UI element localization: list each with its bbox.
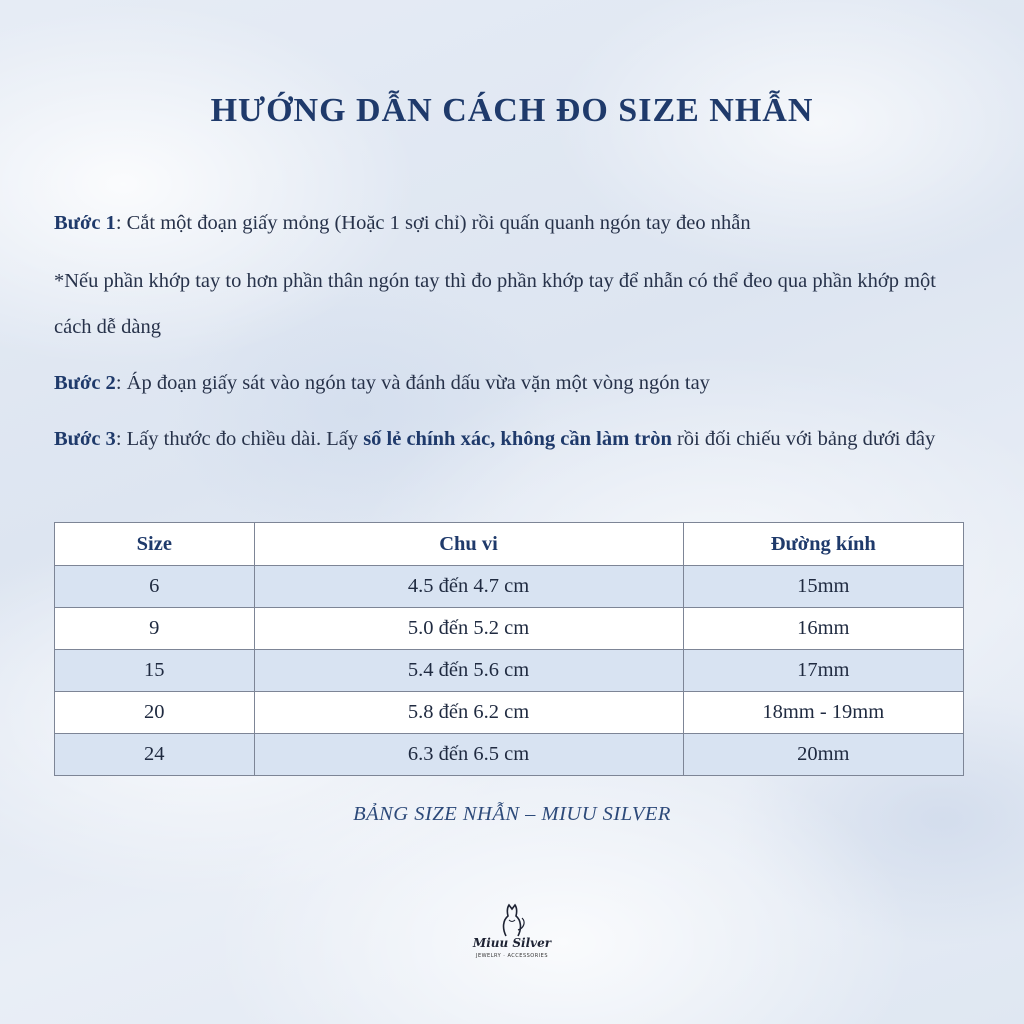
header-diameter: Đường kính: [683, 523, 963, 566]
cell-circumference: 5.8 đến 6.2 cm: [254, 692, 683, 734]
header-circumference: Chu vi: [254, 523, 683, 566]
step-1-text: : Cắt một đoạn giấy mỏng (Hoặc 1 sợi chỉ) rồi quấn quanh ngón tay đeo nhẫn: [115, 212, 751, 234]
logo-tagline: JEWELRY · ACCESSORIES: [475, 953, 549, 959]
page-title: HƯỚNG DẪN CÁCH ĐO SIZE NHẪN: [210, 92, 814, 129]
step-3-label: Bước 3: [54, 428, 116, 450]
cell-size: 24: [55, 734, 255, 776]
step-3-text-a: : Lấy thước đo chiều dài. Lấy: [115, 428, 364, 450]
table-row: [55, 566, 964, 608]
step-3-bold-text: số lẻ chính xác, không cần làm tròn: [363, 428, 672, 450]
step-2: [54, 360, 974, 406]
table-caption: BẢNG SIZE NHẪN – MIUU SILVER: [353, 803, 671, 825]
cell-size: 15: [55, 650, 255, 692]
step-note: *Nếu phần khớp tay to hơn phần thân ngón tay thì đo phần khớp tay để nhẫn có thể đeo qua phần khớp một cách dễ dàng: [54, 270, 936, 338]
table-row: [55, 734, 964, 776]
cell-circumference: 6.3 đến 6.5 cm: [254, 734, 683, 776]
cell-diameter: 16mm: [683, 608, 963, 650]
table-row: [55, 692, 964, 734]
cell-diameter: 20mm: [683, 734, 963, 776]
cell-circumference: 5.4 đến 5.6 cm: [254, 650, 683, 692]
cell-size: 9: [55, 608, 255, 650]
cell-size: 6: [55, 566, 255, 608]
table-header-row: [55, 523, 964, 566]
cell-circumference: 4.5 đến 4.7 cm: [254, 566, 683, 608]
step-2-label: Bước 2: [54, 372, 116, 394]
ring-size-table: [54, 522, 964, 776]
step-3-text-b: rồi đối chiếu với bảng dưới đây: [671, 428, 936, 450]
step-1-label: Bước 1: [54, 212, 116, 234]
cat-silhouette-icon: [462, 900, 562, 940]
step-3: [54, 416, 974, 462]
step-2-text: : Áp đoạn giấy sát vào ngón tay và đánh dấu vừa vặn một vòng ngón tay: [115, 372, 710, 394]
logo-text: Miuu Silver: [472, 936, 552, 950]
step-1: [54, 200, 974, 246]
cell-size: 20: [55, 692, 255, 734]
brand-logo: [462, 900, 562, 964]
cell-diameter: 18mm - 19mm: [683, 692, 963, 734]
header-size: Size: [55, 523, 255, 566]
cell-diameter: 15mm: [683, 566, 963, 608]
cell-circumference: 5.0 đến 5.2 cm: [254, 608, 683, 650]
cell-diameter: 17mm: [683, 650, 963, 692]
table-row: [55, 608, 964, 650]
table-row: [55, 650, 964, 692]
